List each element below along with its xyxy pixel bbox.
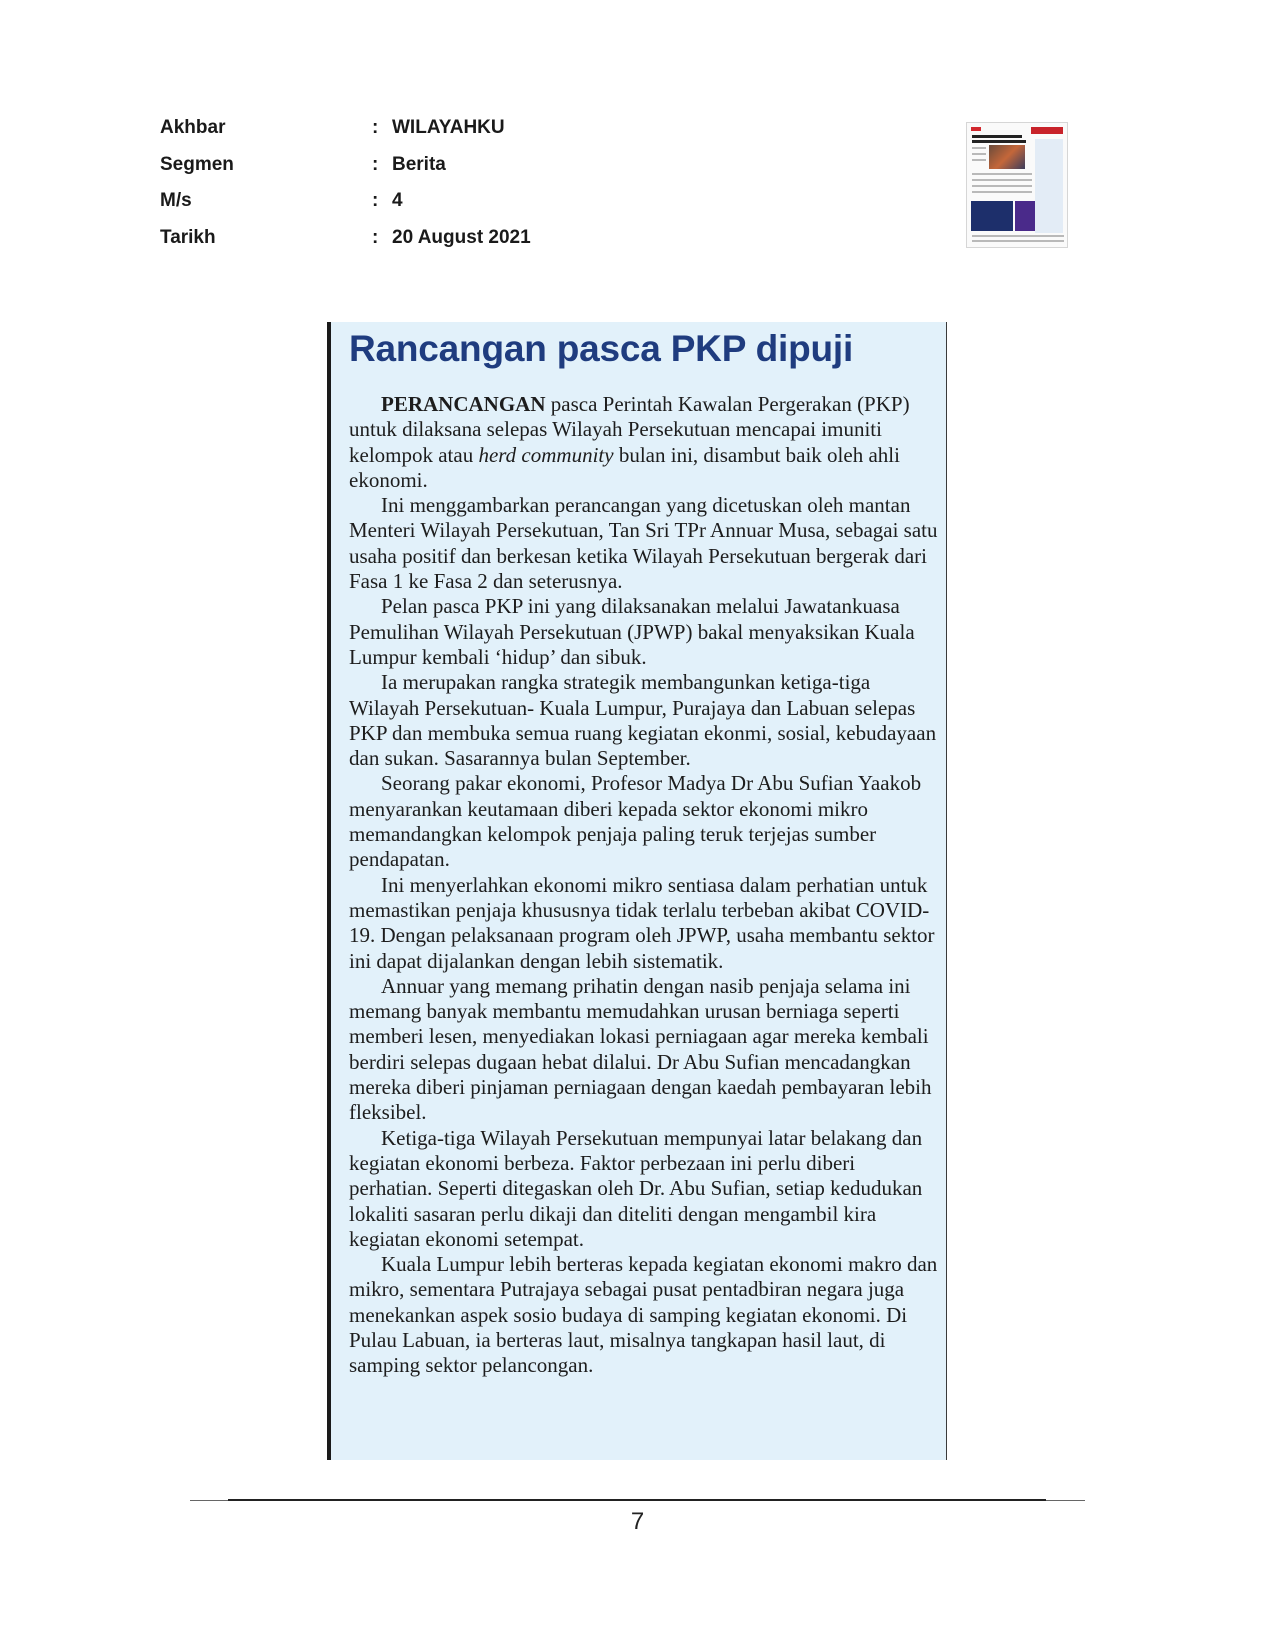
meta-row-segmen [160, 147, 720, 184]
thumbnail-purple-panel [1015, 201, 1035, 231]
article-lead-word: PERANCANGAN [381, 392, 546, 416]
article-paragraph: Kuala Lumpur lebih berteras kepada kegiatan ekonomi makro dan mikro, sementara Putrajaya sebagai pusat pentadbiran negara juga menekankan aspek sosio budaya di samping kegiatan ekonomi. Di Pulau Labuan, ia berteras laut, misalnya tangkapan hasil laut, di samping sektor pelancongan. [349, 1252, 938, 1378]
article-paragraph: Ketiga-tiga Wilayah Persekutuan mempunyai latar belakang dan kegiatan ekonomi berbeza. Faktor perbezaan ini perlu diberi perhatian. Seperti ditegaskan oleh Dr. Abu Sufian, setiap kedudukan lokaliti sasaran perlu dikaji dan diteliti dengan mengambil kira kegiatan ekonomi setempat. [349, 1125, 923, 1251]
footer-divider-dark [228, 1499, 1046, 1501]
meta-colon: : [372, 190, 379, 212]
meta-value: 4 [392, 190, 403, 212]
meta-row-akhbar [160, 110, 720, 147]
newspaper-page-thumbnail [966, 122, 1068, 248]
meta-value: Berita [392, 153, 446, 175]
thumbnail-red-tag [971, 127, 981, 131]
article-paragraph [349, 392, 939, 493]
thumbnail-headline-line [972, 135, 1022, 138]
page-number: 7 [630, 1508, 645, 1535]
article-paragraph: Ini menggambarkan perancangan yang dicetuskan oleh mantan Menteri Wilayah Persekutuan, Tan Sri TPr Annuar Musa, sebagai satu usaha positif dan berkesan ketika Wilayah Persekutuan bergerak dari Fasa 1 ke Fasa 2 dan seterusnya. [349, 493, 938, 594]
thumbnail-text-line [972, 153, 986, 155]
thumbnail-photo [989, 145, 1025, 169]
meta-label: M/s [160, 190, 192, 212]
clipping-metadata [160, 110, 720, 256]
meta-colon: : [372, 226, 379, 248]
meta-row-ms [160, 183, 720, 220]
thumbnail-text-line [972, 173, 1032, 175]
article-italic-text: herd community [478, 442, 614, 467]
article-text: pasca Perintah Kawalan Pergerakan (PKP) untuk dilaksana selepas Wilayah Persekutuan mencapai imuniti kelompok atau [349, 392, 910, 467]
meta-colon: : [372, 153, 379, 175]
meta-label: Akhbar [160, 117, 226, 139]
thumbnail-text-line [972, 235, 1064, 237]
article-paragraph: Seorang pakar ekonomi, Profesor Madya Dr Abu Sufian Yaakob menyarankan keutamaan diberi kepada sektor ekonomi mikro memandangkan kelompok penjaja paling teruk terjejas sumber pendapatan. [349, 771, 922, 872]
meta-row-tarikh [160, 220, 720, 257]
thumbnail-red-bar [1031, 127, 1063, 134]
article-headline: Rancangan pasca PKP dipuji [349, 328, 854, 369]
article-body [349, 392, 939, 1379]
thumbnail-text-line [972, 191, 1032, 193]
thumbnail-text-line [972, 179, 1032, 181]
meta-colon: : [372, 117, 379, 139]
thumbnail-headline-line [972, 140, 1026, 143]
thumbnail-text-line [972, 159, 986, 161]
article-paragraph: Ia merupakan rangka strategik membangunkan ketiga-tiga Wilayah Persekutuan- Kuala Lumpur, Purajaya dan Labuan selepas PKP dan membuka semua ruang kegiatan ekonmi, sosial, kebudayaan dan sukan. Sasarannya bulan September. [349, 670, 937, 771]
article-paragraph: Ini menyerlahkan ekonomi mikro sentiasa dalam perhatian untuk memastikan penjaja khususnya tidak terlalu terbeban akibat COVID-19. Dengan pelaksanaan program oleh JPWP, usaha membantu sektor ini dapat dijalankan dengan lebih sistematik. [349, 872, 935, 973]
meta-value: 20 August 2021 [392, 226, 531, 248]
thumbnail-blue-panel [971, 201, 1013, 231]
article-text: bulan ini, disambut baik oleh ahli ekonomi. [349, 442, 900, 492]
meta-label: Segmen [160, 153, 234, 175]
meta-label: Tarikh [160, 226, 216, 248]
meta-value: WILAYAHKU [392, 117, 505, 139]
article-paragraph: Pelan pasca PKP ini yang dilaksanakan melalui Jawatankuasa Pemulihan Wilayah Persekutuan (JPWP) bakal menyaksikan Kuala Lumpur kembali ‘hidup’ dan sibuk. [349, 594, 915, 669]
thumbnail-text-line [972, 240, 1064, 242]
article-paragraph: Annuar yang memang prihatin dengan nasib penjaja selama ini memang banyak membantu memudahkan urusan berniaga seperti memberi lesen, menyediakan lokasi perniagaan agar mereka kembali berdiri selepas dugaan hebat dilalui. Dr Abu Sufian mencadangkan mereka diberi pinjaman perniagaan dengan kaedah pembayaran lebih fleksibel. [349, 973, 932, 1125]
thumbnail-text-line [972, 185, 1032, 187]
news-article-clipping [327, 322, 947, 1460]
thumbnail-side-column [1035, 139, 1063, 233]
thumbnail-text-line [972, 147, 986, 149]
